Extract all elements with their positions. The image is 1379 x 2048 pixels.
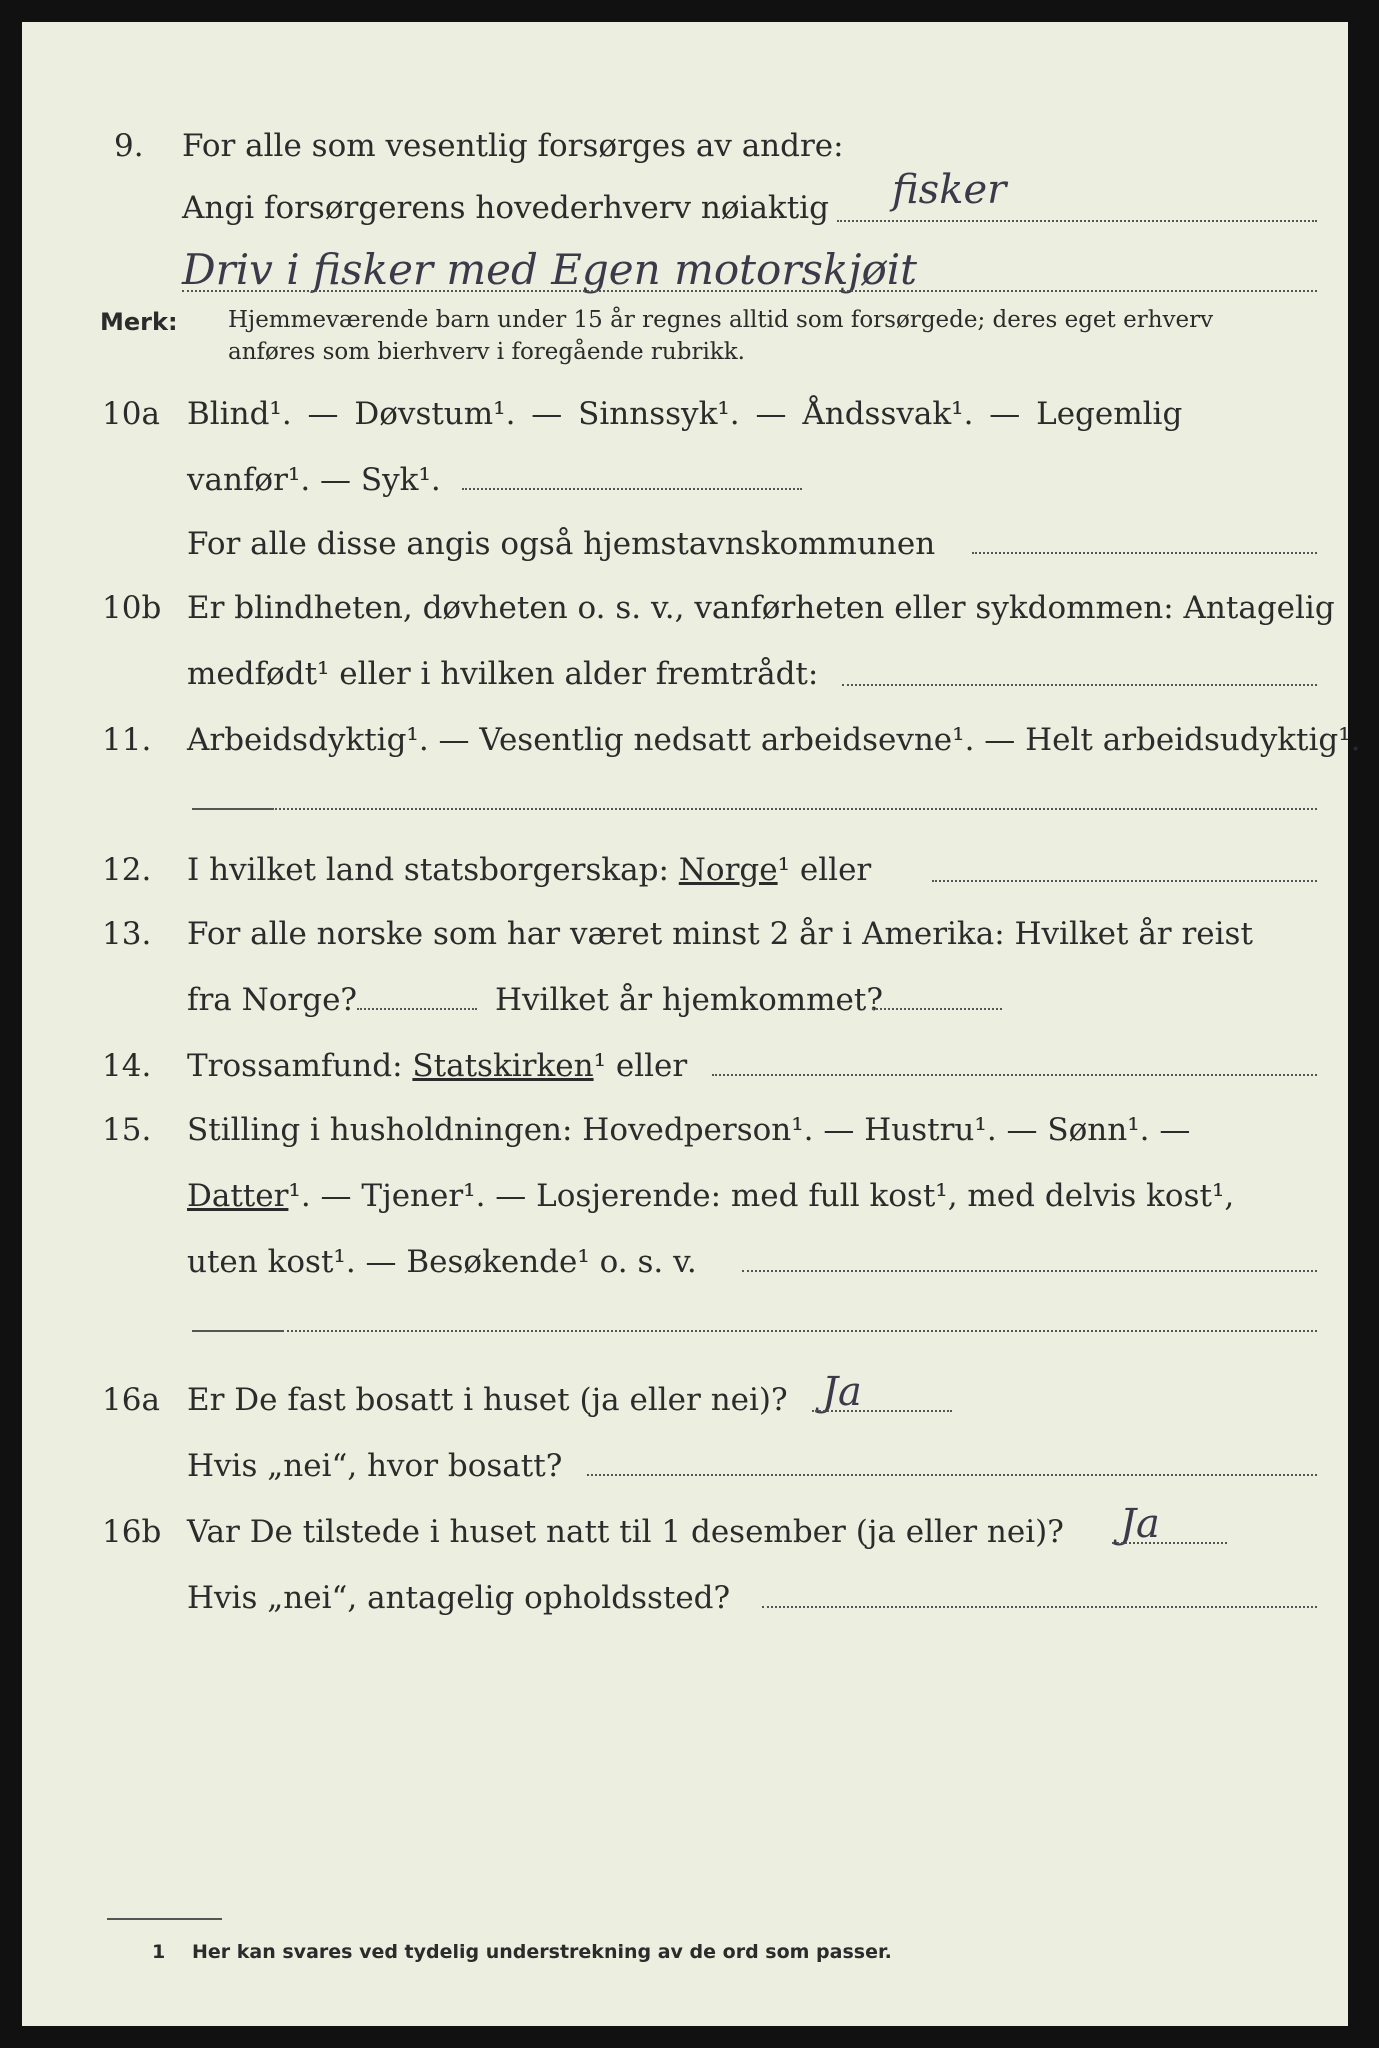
q10a-syk-line <box>462 488 802 490</box>
q12-suffix: ¹ eller <box>777 852 872 888</box>
q14-suffix: ¹ eller <box>593 1048 688 1084</box>
footnote-rule <box>107 1918 222 1920</box>
merk-label: Merk: <box>100 308 178 336</box>
q16b-line2: Hvis „nei“, antagelig opholdssted? <box>187 1580 731 1616</box>
q16b-answer-line <box>1112 1542 1227 1544</box>
q15-line2 <box>187 1178 1234 1214</box>
q15-solid-start <box>192 1330 282 1332</box>
q15-datter-underlined: Datter <box>187 1178 289 1214</box>
footnote-text: Her kan svares ved tydelig understrekning av de ord som passer. <box>192 1941 892 1963</box>
q13-line1: For alle norske som har været minst 2 år i Amerika: Hvilket år reist <box>187 916 1253 952</box>
q9-line1: For alle som vesentlig forsørges av andre: <box>182 128 844 164</box>
q14-number: 14. <box>102 1048 152 1084</box>
q10b-answer-line <box>842 684 1317 686</box>
q16b-handwritten-answer: Ja <box>1120 1501 1160 1547</box>
q10a-number: 10a <box>102 396 160 432</box>
q11-number: 11. <box>102 722 152 758</box>
q9-handwritten-answer-2: Driv i fisker med Egen motorskjøit <box>182 245 918 294</box>
q10b-number: 10b <box>102 590 162 626</box>
q13-hjemkommet-line <box>872 1008 1002 1010</box>
q11-line1: Arbeidsdyktig¹. — Vesentlig nedsatt arbeidsevne¹. — Helt arbeidsudyktig¹. <box>187 722 1361 758</box>
q14-prefix: Trossamfund: <box>187 1048 403 1084</box>
q10b-line2: medfødt¹ eller i hvilken alder fremtrådt: <box>187 656 819 692</box>
q13-line2a: fra Norge? <box>187 982 358 1018</box>
q9-answer-line <box>837 220 1317 222</box>
q16a-line2: Hvis „nei“, hvor bosatt? <box>187 1448 563 1484</box>
q10b-line1: Er blindheten, døvheten o. s. v., vanførheten eller sykdommen: Antagelig <box>187 590 1335 626</box>
q12-norge-underlined: Norge <box>678 852 778 888</box>
q15-answer-line <box>742 1270 1317 1272</box>
q16a-bosatt-line <box>587 1474 1317 1476</box>
q12-line <box>187 852 871 888</box>
q9-handwritten-answer-1: fisker <box>892 167 1007 213</box>
q13-line2b: Hvilket år hjemkommet? <box>495 982 883 1018</box>
q16b-number: 16b <box>102 1514 162 1550</box>
q13-number: 13. <box>102 916 152 952</box>
q9-number: 9. <box>114 128 144 164</box>
q16a-line1: Er De fast bosatt i huset (ja eller nei)? <box>187 1382 788 1418</box>
q13-reist-line <box>357 1008 477 1010</box>
q15-line3: uten kost¹. — Besøkende¹ o. s. v. <box>187 1244 697 1280</box>
q9-line2: Angi forsørgerens hovederhverv nøiaktig <box>182 190 829 226</box>
q14-answer-line <box>712 1074 1317 1076</box>
q15-line2-rest: ¹. — Tjener¹. — Losjerende: med full kost¹, med delvis kost¹, <box>288 1178 1235 1214</box>
footnote-mark: 1 <box>152 1941 166 1963</box>
q12-prefix: I hvilket land statsborgerskap: <box>187 852 669 888</box>
q16a-number: 16a <box>102 1382 160 1418</box>
merk-line2: anføres som bierhverv i foregående rubrikk. <box>228 339 745 365</box>
q9-answer-line-2 <box>182 290 1317 292</box>
q12-answer-line <box>932 880 1317 882</box>
q12-number: 12. <box>102 852 152 888</box>
q15-number: 15. <box>102 1112 152 1148</box>
q10a-line3: For alle disse angis også hjemstavnskommunen <box>187 526 936 562</box>
q10a-line1: Blind¹. — Døvstum¹. — Sinnssyk¹. — Åndssvak¹. — Legemlig <box>187 396 1183 432</box>
q14-line <box>187 1048 687 1084</box>
q11-solid-start <box>192 808 272 810</box>
q16a-handwritten-answer: Ja <box>822 1369 862 1415</box>
merk-line1: Hjemmeværende barn under 15 år regnes alltid som forsørgede; deres eget erhverv <box>228 307 1214 333</box>
q16b-line1: Var De tilstede i huset natt til 1 desember (ja eller nei)? <box>187 1514 1064 1550</box>
census-form-page <box>22 22 1361 2026</box>
q16b-opholdssted-line <box>762 1606 1317 1608</box>
q15-line1: Stilling i husholdningen: Hovedperson¹. — Hustru¹. — Sønn¹. — <box>187 1112 1191 1148</box>
q10a-kommune-line <box>972 552 1317 554</box>
q11-answer-line <box>272 808 1317 810</box>
q14-statskirken-underlined: Statskirken <box>412 1048 594 1084</box>
q16a-answer-line <box>812 1410 952 1412</box>
q10a-line2: vanfør¹. — Syk¹. <box>187 462 441 498</box>
q15-answer-line-2 <box>282 1330 1317 1332</box>
